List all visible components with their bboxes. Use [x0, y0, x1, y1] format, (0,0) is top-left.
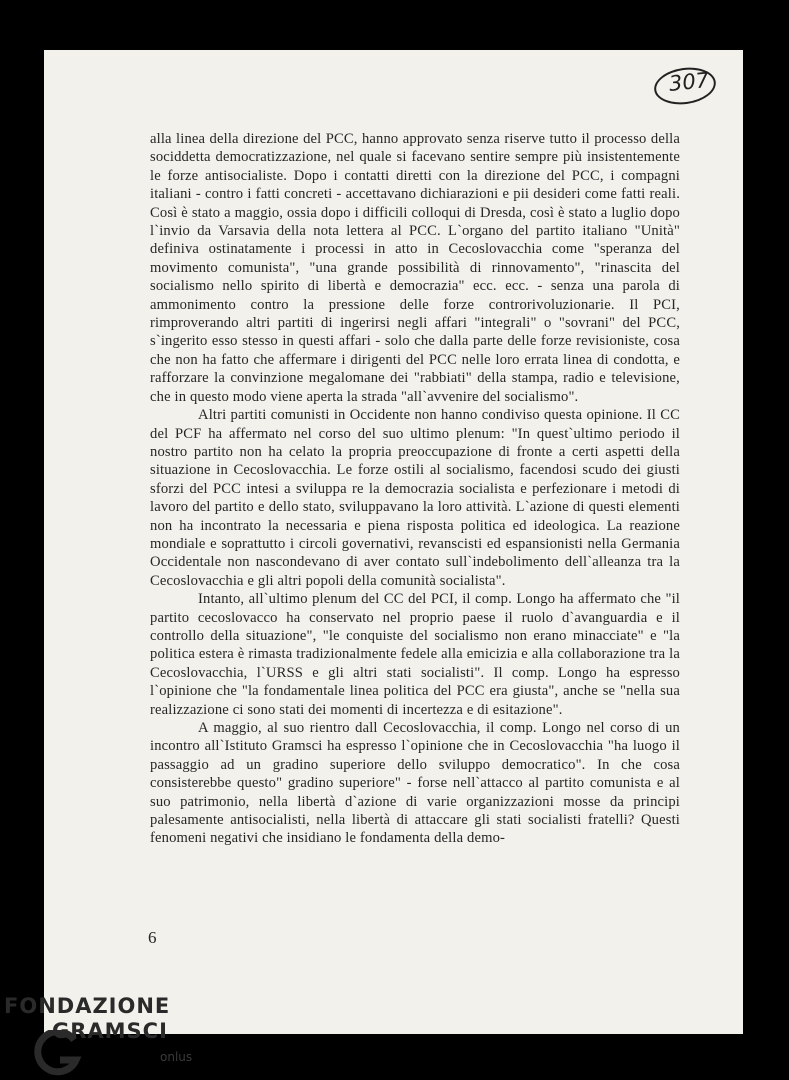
archive-number: 307: [667, 67, 711, 97]
body-text: [150, 130, 680, 848]
watermark-line1: FONDAZIONE: [4, 994, 171, 1018]
watermark-suffix: onlus: [160, 1050, 193, 1064]
folio-number: 6: [148, 928, 157, 947]
paragraph-2: Altri partiti comunisti in Occidente non hanno condiviso questa opinione. Il CC del PCF ha affermato nel corso del suo ultimo plenum: "In quest`ultimo periodo il nostro partito non ha celato la propria preoccupazione di fronte a certi aspetti della situazione in Cecoslovacchia. Le forze ostili al socialismo, facendosi scudo dei giusti sforzi del PCC intesi a sviluppa re la democrazia socialista e perfezionare i metodi di lavoro del partito e dello stato, sviluppavano la loro attività. L`azione di questi elementi non ha incontrato la necessaria e piena risposta politica ed ideologica. La reazione mondiale e soprattutto i circoli governativi, revanscisti ed espansionisti nella Germania Occidentale non nascondevano di aver contato sull`indebolimento dell`alleanza tra la Cecoslovacchia e gli altri popoli della comunità socialista".: [150, 407, 680, 589]
paragraph-4: A maggio, al suo rientro dall Cecoslovacchia, il comp. Longo nel corso di un incontro all`Istituto Gramsci ha espresso l`opinione che in Cecoslovacchia "ha luogo il passaggio ad un gradino superiore dello sviluppo democratico". In che cosa consisterebbe questo" gradino superiore" - forse nell`attacco al partito comunista e al suo patrimonio, nella libertà d`azione di varie organizzazioni mosse da principi palesamente antisocialisti, nella libertà di attaccare gli stati socialisti fratelli? Questi fenomeni negativi che insidiano le fondamenta della demo-: [150, 720, 680, 847]
paragraph-1: alla linea della direzione del PCC, hanno approvato senza riserve tutto il processo della sociddetta democratizzazione, nel quale si facevano sentire sempre più insistentemente le forze antisocialiste. Dopo i contatti diretti con la direzione del PCC, i compagni italiani - contro i fatti concreti - accettavano dichiarazioni e pii desideri come fatti reali. Così è stato a maggio, ossia dopo i difficili colloqui di Dresda, così è stato a luglio dopo l`invio da Varsavia della nota lettera al PCC. L`organo del partito italiano "Unità" definiva ostinatamente i processi in atto in Cecoslovacchia come "speranza del movimento comunista", "una grande possibilità di rinnovamento", "rinascita del socialismo nello spirito di libertà e democrazia" ecc. ecc. - senza una parola di ammonimento contro la pressione delle forze controrivoluzionarie. Il PCI, rimproverando altri partiti di ingerirsi negli affari "integrali" o "sovrani" del PCC, s`ingerito esso stesso in questi affari - solo che dalla parte delle forze revisioniste, cosa che non ha fatto che affermare i dirigenti del PCC nelle loro errata linea di condotta, e rafforzare la convinzione megalomane dei "rabbiati" della stampa, radio e televisione, che in questo modo viene aperta la strada "all`avvenire del socialismo".: [150, 131, 680, 405]
watermark-line2: GRAMSCI: [52, 1019, 168, 1043]
paragraph-3: Intanto, all`ultimo plenum del CC del PCI, il comp. Longo ha affermato che "il partito cecoslovacco ha conservato nel proprio paese il ruolo d`avanguardia e il controllo della situazione", "le conquiste del socialismo non erano minacciate" e "la politica estera è rimasta tradizionalmente fedele alla emicizia e alla collaborazione tra la Cecoslovacchia, l`URSS e gli altri stati socialisti". Il comp. Longo ha espresso l`opinione che "la fondamentale linea politica del PCC era giusta", anche se "nella sua realizzazione ci sono stati dei momenti di incertezza e di esitazione".: [150, 591, 680, 718]
